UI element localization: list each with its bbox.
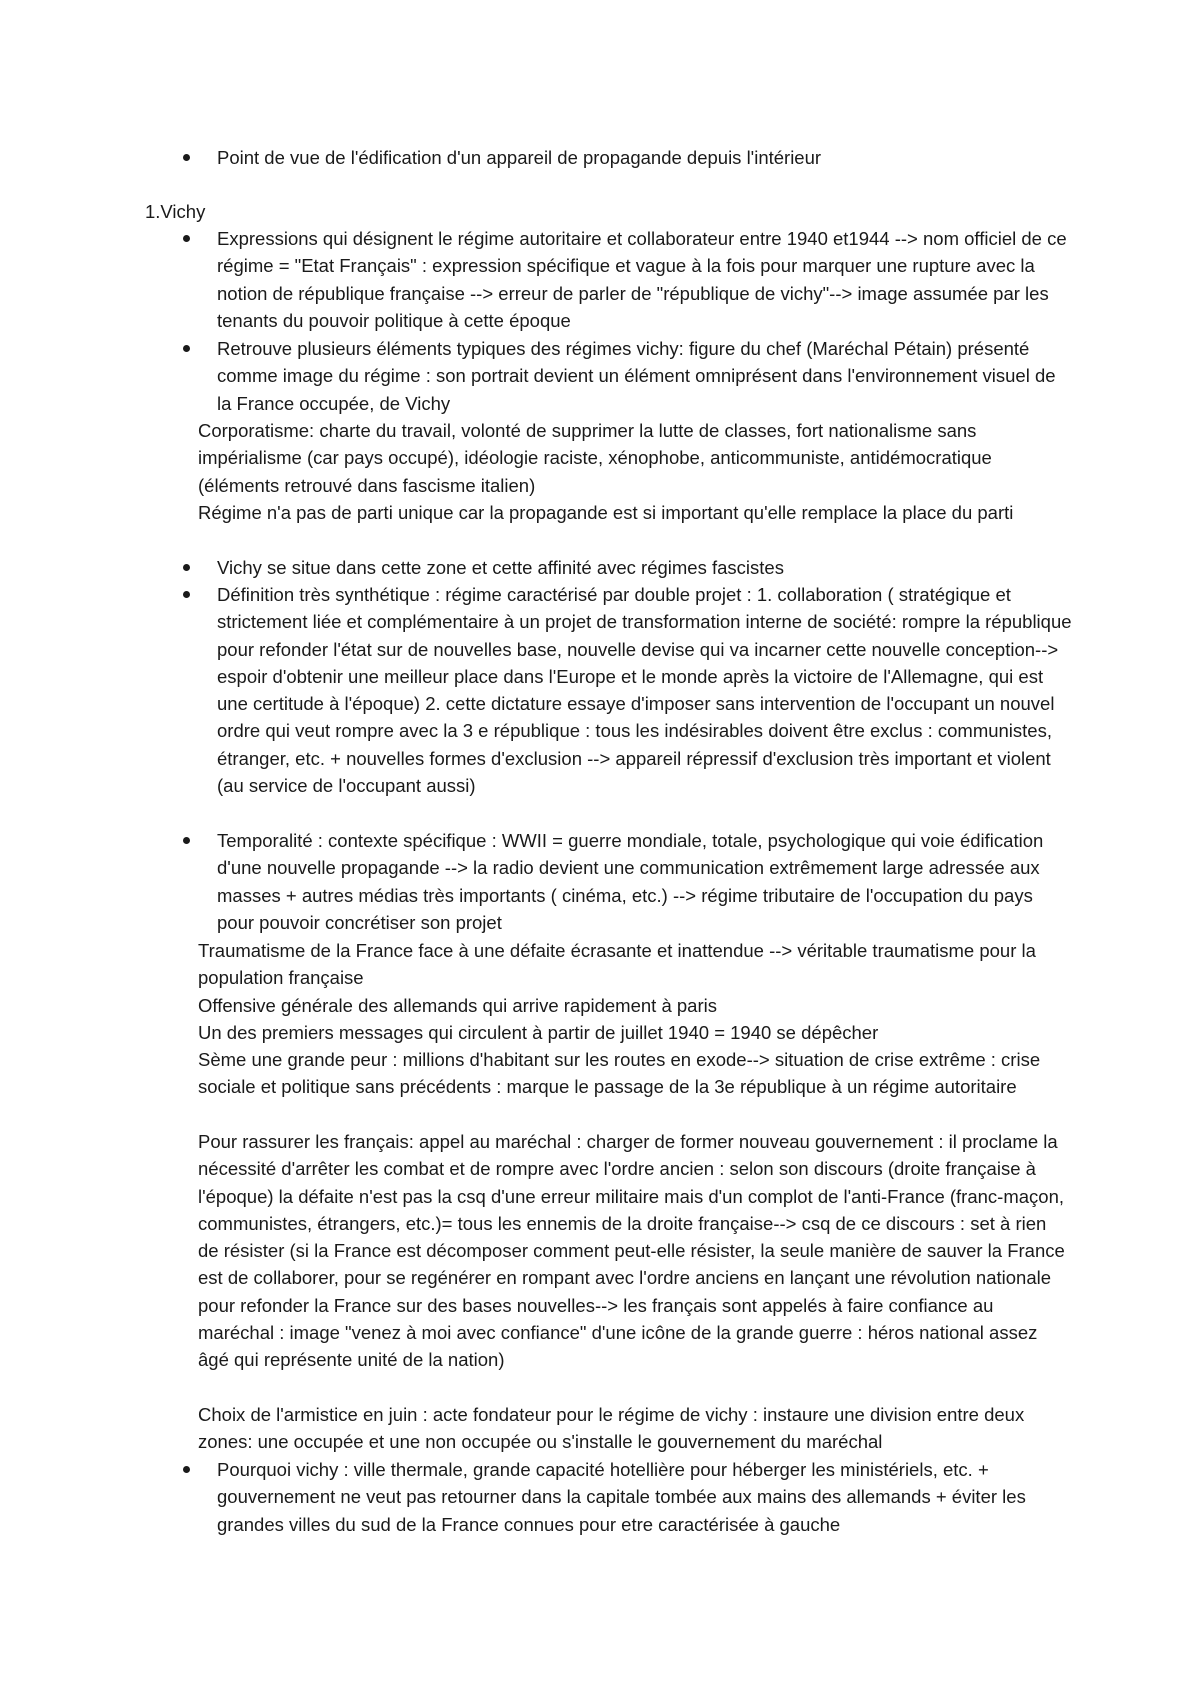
paragraph-armistice: Choix de l'armistice en juin : acte fondateur pour le régime de vichy : instaure une division entre deux zones: une occupée et une non occupée ou s'installe le gouvernement du maréchal [198, 1404, 1025, 1453]
bullet-pourquoi-text: Pourquoi vichy : ville thermale, grande capacité hotellière pour héberger les ministériels, etc. + gouvernement ne veut pas retourner dans la capitale tombée aux mains des allemands + éviter les grandes villes du sud de la France connues pour etre caractérisée à gauche [217, 1459, 1026, 1535]
section-heading: 1.Vichy [145, 201, 206, 222]
bullet-elements-text: Retrouve plusieurs éléments typiques des régimes vichy: figure du chef (Maréchal Pétain) présenté comme image du régime : son portrait devient un élément omniprésent dans l'environnement visuel de la France occupée, de Vichy [217, 338, 1056, 414]
intro-bullet-text: Point de vue de l'édification d'un appareil de propagande depuis l'intérieur [217, 147, 822, 168]
bullet-dot-icon [183, 154, 190, 161]
bullet-definition-text: Définition très synthétique : régime caractérisé par double projet : 1. collaboration ( stratégique et strictement liée et complémentaire à un projet de transformation interne de société: rompre la république pour refonder l'état sur de nouvelles base, nouvelle devise qui va incarner cette nouvelle conception--> espoir d'obtenir une meilleur place dans l'Europe et le monde après la victoire de l'Allemagne, qui est une certitude à l'époque) 2. cette dictature essaye d'imposer sans intervention de l'occupant un nouvel ordre qui veut rompre avec la 3 e république : tous les indésirables doivent être exclus : communistes, étranger, etc. + nouvelles formes d'exclusion --> appareil répressif d'exclusion très important et violent (au service de l'occupant aussi) [217, 584, 1072, 797]
bullet-dot-icon [183, 1466, 190, 1473]
bullet-dot-icon [183, 837, 190, 844]
bullet-dot-icon [183, 564, 190, 571]
bullet-temporalite [217, 827, 1072, 936]
bullet-expressions-text: Expressions qui désignent le régime autoritaire et collaborateur entre 1940 et1944 --> nom officiel de ce régime = "Etat Français" : expression spécifique et vague à la fois pour marquer une rupture avec la notion de république française --> erreur de parler de "république de vichy"--> image assumée par les tenants du pouvoir politique à cette époque [217, 228, 1067, 331]
bullet-definition [217, 581, 1072, 799]
paragraph-parti: Régime n'a pas de parti unique car la propagande est si important qu'elle remplace la place du parti [198, 502, 1014, 523]
paragraph-traumatisme: Traumatisme de la France face à une défaite écrasante et inattendue --> véritable traumatisme pour la population française [198, 940, 1036, 989]
bullet-temporalite-text: Temporalité : contexte spécifique : WWII = guerre mondiale, totale, psychologique qui voie édification d'une nouvelle propagande --> la radio devient une communication extrêmement large adressée aux masses + autres médias très importants ( cinéma, etc.) --> régime tributaire de l'occupation du pays pour pouvoir concrétiser son projet [217, 830, 1044, 933]
bullet-zone [217, 554, 1072, 581]
bullet-dot-icon [183, 235, 190, 242]
bullet-elements [217, 335, 1072, 417]
paragraph-corporatisme: Corporatisme: charte du travail, volonté de supprimer la lutte de classes, fort nationalisme sans impérialisme (car pays occupé), idéologie raciste, xénophobe, anticommuniste, antidémocratique (éléments retrouvé dans fascisme italien) [198, 420, 992, 496]
bullet-expressions [217, 225, 1072, 334]
paragraph-offensive: Offensive générale des allemands qui arrive rapidement à paris [198, 995, 717, 1016]
bullet-pourquoi [217, 1456, 1072, 1538]
paragraph-peur: Sème une grande peur : millions d'habitant sur les routes en exode--> situation de crise extrême : crise sociale et politique sans précédents : marque le passage de la 3e république à un régime autoritaire [198, 1049, 1041, 1098]
paragraph-messages: Un des premiers messages qui circulent à partir de juillet 1940 = 1940 se dépêcher [198, 1022, 879, 1043]
intro-bullet [217, 144, 1072, 171]
bullet-dot-icon [183, 345, 190, 352]
bullet-zone-text: Vichy se situe dans cette zone et cette affinité avec régimes fascistes [217, 557, 784, 578]
bullet-dot-icon [183, 591, 190, 598]
paragraph-rassurer: Pour rassurer les français: appel au maréchal : charger de former nouveau gouvernement : il proclame la nécessité d'arrêter les combat et de rompre avec l'ordre ancien : selon son discours (droite française à l'époque) la défaite n'est pas la csq d'une erreur militaire mais d'un complot de l'anti-France (franc-maçon, communistes, étrangers, etc.)= tous les ennemis de la droite française--> csq de ce discours : set à rien de résister (si la France est décomposer comment peut-elle résister, la seule manière de sauver la France est de collaborer, pour se regénérer en rompant avec l'ordre anciens en lançant une révolution nationale pour refonder la France sur des bases nouvelles--> les français sont appelés à faire confiance au maréchal : image "venez à moi avec confiance" d'une icône de la grande guerre : héros national assez âgé qui représente unité de la nation) [198, 1131, 1065, 1371]
